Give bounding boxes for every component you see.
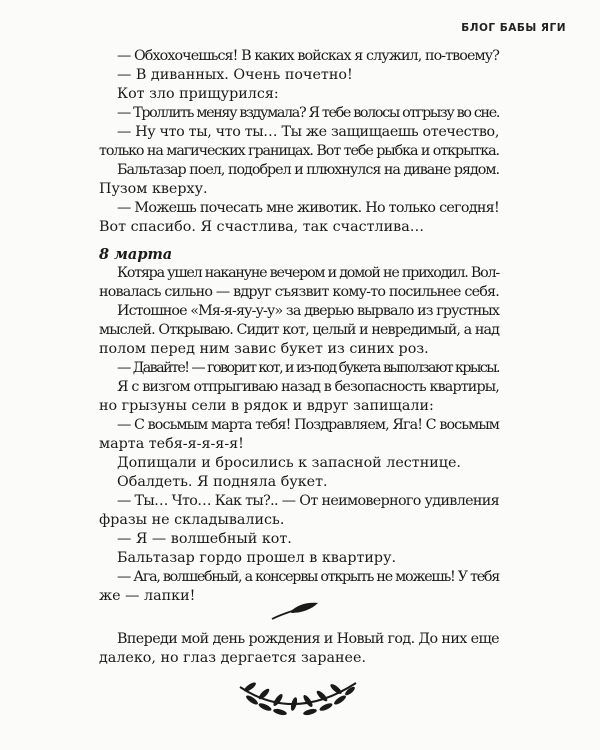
paragraph-line: новалась сильно — вдруг съязвит кому-то посильнее себя. [99,284,500,300]
paragraph-line: Котяра ушел накануне вечером и домой не приходил. Вол- [117,265,499,281]
section-2 [99,245,499,606]
paragraph-line: Впереди мой день рождения и Новый год. До них еще [117,631,500,647]
paragraph-line: — Я — волшебный кот. [117,531,292,547]
paragraph-line: Обалдеть. Я подняла букет. [117,474,328,490]
paragraph-line: — Ага, волшебный, а консервы открыть не можешь! У тебя [117,569,499,585]
paragraph-line: же — лапки! [99,588,196,604]
paragraph-line: Истошное «Мя-я-яу-у-у» за дверью вырвало из грустных [117,303,500,319]
laurel-branch-icon [232,671,362,721]
paragraph-line: Бальтазар гордо прошел в квартиру. [117,550,397,566]
paragraph-line: Допищали и бросились к запасной лестнице. [117,455,461,471]
paragraph-line: — Можешь почесать мне животик. Но только сегодня! [117,200,499,216]
feather-icon [268,601,320,623]
paragraph-line: но грызуны сели в рядок и вдруг запищали: [99,398,434,414]
paragraph-line: — Ну что ты, что ты… Ты же защищаешь отечество, [117,124,500,140]
paragraph-line: марта тебя-я-я-я-я! [99,436,244,452]
paragraph-line: — С восьмым марта тебя! Поздравляем, Яга! С восьмым [117,417,500,433]
paragraph-line: — Ты… Что… Как ты?.. — От неимоверного удивления [117,493,500,509]
paragraph-line: — Троллить меняу вздумала? Я тебе волосы отгрызу во сне. [117,105,500,121]
paragraph-line: — Обхохочешься! В каких войсках я служил, по-твоему? [117,48,499,64]
paragraph-line: — В диванных. Очень почетно! [117,67,353,83]
paragraph-line: Вот спасибо. Я счастлива, так счастлива… [99,219,425,235]
paragraph-line: мыслей. Открываю. Сидит кот, целый и невредимый, а над [99,322,499,338]
paragraph-line: Пузом кверху. [99,181,208,197]
paragraph-line: далеко, но глаз дергается заранее. [99,650,366,666]
running-header: БЛОГ БАБЫ ЯГИ [461,22,566,34]
paragraph-line: полом перед ним завис букет из синих роз. [99,341,429,357]
section-1 [99,47,499,237]
paragraph-line: — Давайте! — говорит кот, и из-под букета выползают крысы. [117,360,499,376]
paragraph-line: Кот зло прищурился: [117,86,279,102]
section-3 [99,630,499,668]
paragraph-line: фразы не складывались. [99,512,285,528]
paragraph-line: Я с визгом отпрыгиваю назад в безопасность квартиры, [117,379,499,395]
date-heading: 8 марта [99,246,173,263]
paragraph-line: только на магических границах. Вот тебе рыбка и открытка. [99,143,499,159]
paragraph-line: Бальтазар поел, подобрел и плюхнулся на диване рядом. [117,162,499,178]
